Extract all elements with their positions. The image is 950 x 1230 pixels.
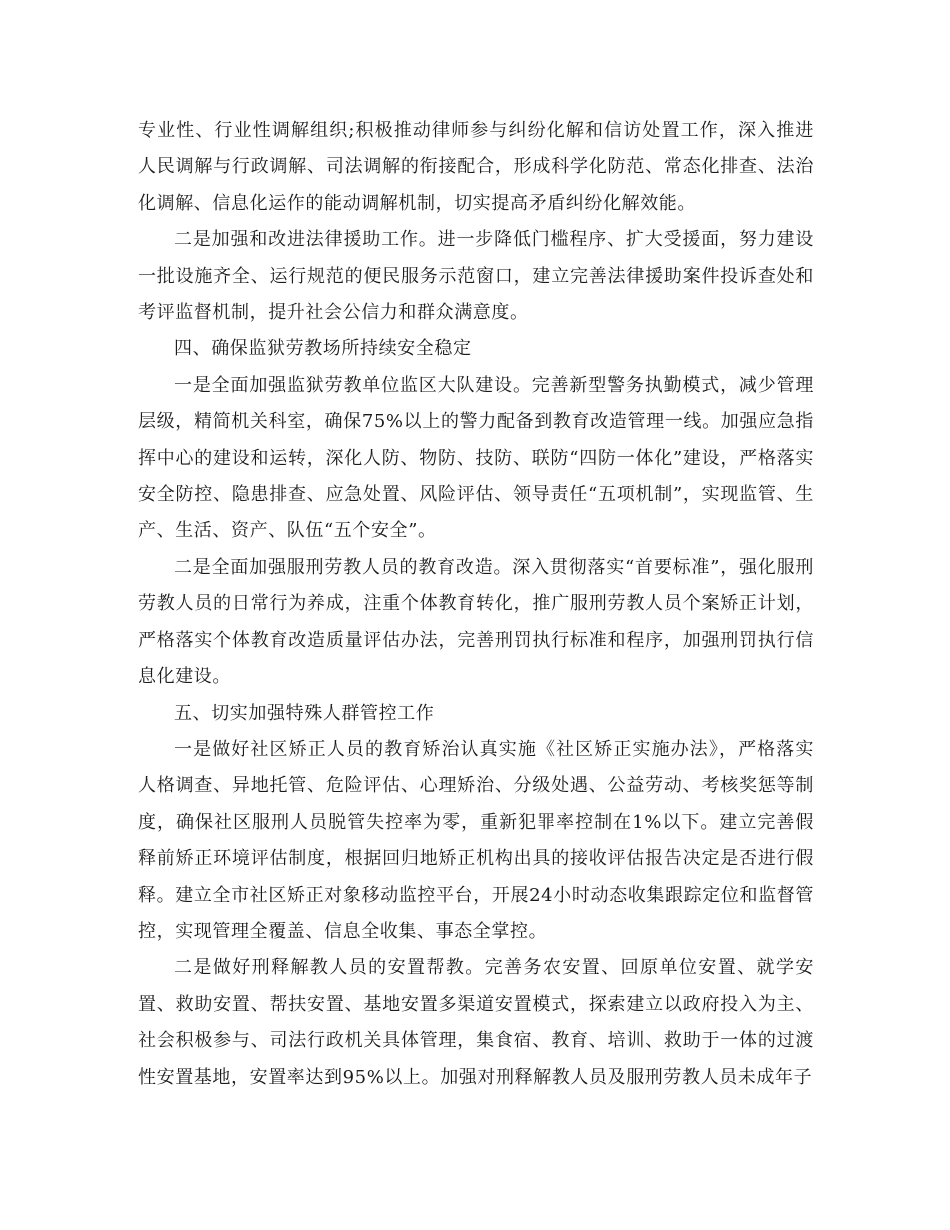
paragraph-1: 专业性、行业性调解组织;积极推动律师参与纠纷化解和信访处置工作，深入推进人民调解与行政调解、司法调解的衔接配合，形成科学化防范、常态化排查、法治化调解、信息化运作的能动调解机制，切实提高矛盾纠纷化解效能。 (138, 120, 814, 214)
paragraph-6: 二是做好刑释解教人员的安置帮教。完善务农安置、回原单位安置、就学安置、救助安置、帮扶安置、基地安置多渠道安置模式，探索建立以政府投入为主、社会积极参与、司法行政机关具体管理，集食宿、教育、培训、救助于一体的过渡性安置基地，安置率达到95%以上。加强对刑释解教人员及服刑劳教人员未成年子 (138, 957, 814, 1088)
section-heading-4: 四、确保监狱劳教场所持续安全稳定 (174, 338, 472, 360)
paragraph-2: 二是加强和改进法律援助工作。进一步降低门槛程序、扩大受援面，努力建设一批设施齐全、运行规范的便民服务示范窗口，建立完善法律援助案件投诉查处和考评监督机制，提升社会公信力和群众满意度。 (138, 229, 814, 324)
paragraph-4: 二是全面加强服刑劳教人员的教育改造。深入贯彻落实“首要标准”，强化服刑劳教人员的日常行为养成，注重个体教育转化，推广服刑劳教人员个案矫正计划，严格落实个体教育改造质量评估办法，完善刑罚执行标准和程序，加强刑罚执行信息化建设。 (138, 556, 814, 688)
section-heading-5: 五、切实加强特殊人群管控工作 (174, 702, 435, 724)
paragraph-5: 一是做好社区矫正人员的教育矫治认真实施《社区矫正实施办法》，严格落实人格调查、异地托管、危险评估、心理矫治、分级处遇、公益劳动、考核奖惩等制度，确保社区服刑人员脱管失控率为零，重新犯罪率控制在1%以下。建立完善假释前矫正环境评估制度，根据回归地矫正机构出具的接收评估报告决定是否进行假释。建立全市社区矫正对象移动监控平台，开展24小时动态收集跟踪定位和监督管控，实现管理全覆盖、信息全收集、事态全掌控。 (138, 738, 814, 942)
paragraph-3: 一是全面加强监狱劳教单位监区大队建设。完善新型警务执勤模式，减少管理层级，精简机关科室，确保75%以上的警力配备到教育改造管理一线。加强应急指挥中心的建设和运转，深化人防、物防、技防、联防“四防一体化”建设，严格落实安全防控、隐患排查、应急处置、风险评估、领导责任“五项机制”，实现监管、生产、生活、资产、队伍“五个安全”。 (138, 374, 814, 542)
document-page (138, 113, 814, 1096)
